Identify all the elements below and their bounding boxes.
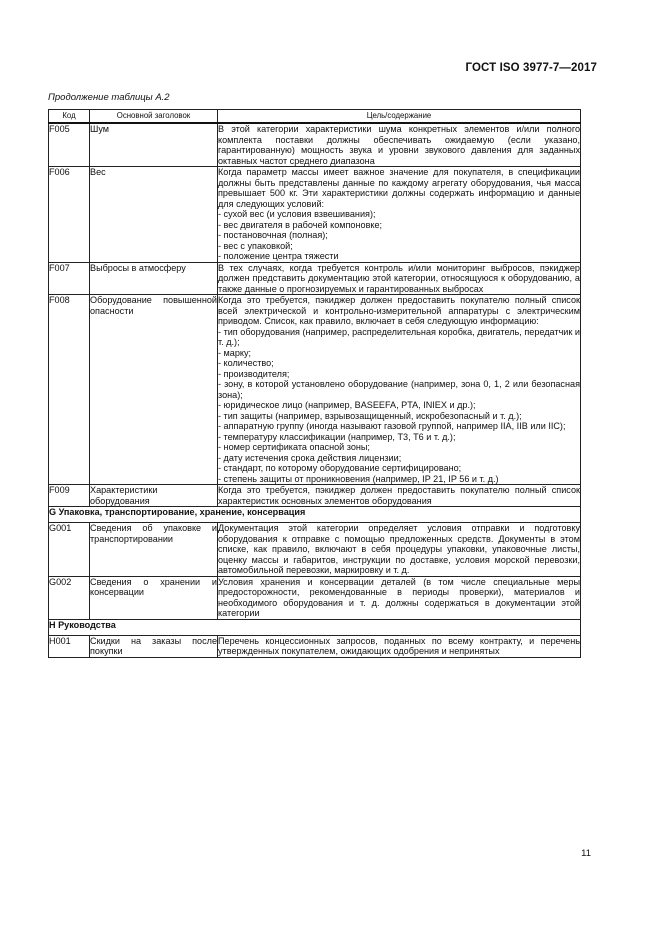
list-item: - юридическое лицо (например, BASEEFA, PTA, INIEX и др.);: [218, 400, 476, 410]
list-item: - номер сертификата опасной зоны;: [218, 442, 370, 452]
row-content-text: Перечень концессионных запросов, поданных по всему контракту, и перечень утвержденных покупателем, ожидающих одобрения и непринятых: [218, 635, 580, 656]
list-item: - тип защиты (например, взрывозащищенный, искробезопасный и т. д.);: [218, 410, 522, 421]
row-content: [218, 576, 581, 619]
row-content-text: Документация этой категории определяет условия отправки и подготовку оборудования к отправке с помощью предложенных средств. Документы в этом списке, как правило, включают в себя процедуры упаковки, упаковочные листы, оценку массы и габаритов, инструкции по доставке, условия морской перевозки, автомобильной перевозки, маркировку и т. д.: [218, 523, 580, 575]
list-item: - сухой вес (и условия взвешивания);: [218, 209, 376, 219]
row-content: [218, 635, 581, 657]
row-content-text: В этой категории характеристики шума конкретных элементов и/или полного комплекта поставки должны обеспечивать ожидаемую (если указано, гарантированную) мощность звука и уровни звукового давления для заданных октавных частот среднего диапазона: [218, 124, 580, 166]
table-row: [49, 262, 581, 295]
row-title: Выбросы в атмосферу: [90, 262, 218, 295]
header-title: Основной заголовок: [90, 110, 218, 124]
list-item: - аппаратную группу (иногда называют газовой группой, например IIA, IIB или IIC);: [218, 421, 566, 431]
section-row: [49, 619, 581, 635]
row-content: [218, 262, 581, 295]
table-row: [49, 123, 581, 167]
table-row: [49, 295, 581, 485]
requirements-table: [48, 109, 581, 658]
standard-designation: ГОСТ ISO 3977-7—2017: [465, 62, 597, 74]
row-title: Характеристики оборудования: [90, 485, 218, 507]
table-row: [49, 167, 581, 263]
header-code: Код: [49, 110, 90, 124]
section-heading: H Руководства: [49, 619, 581, 635]
table-caption: Продолжение таблицы А.2: [48, 92, 170, 103]
row-content-text: Когда параметр массы имеет важное значение для покупателя, в спецификации должны быть представлены данные по каждому агрегату оборудования, чья масса превышает 500 кг. Эти характеристики должны содержать информацию и данные для следующих условий:: [218, 167, 580, 209]
row-content: [218, 485, 581, 507]
list-item: - температуру классификации (например, Т3, Т6 и т. д.);: [218, 431, 456, 442]
row-title: Скидки на заказы после покупки: [90, 635, 217, 656]
list-item: - тип оборудования (например, распределительная коробка, двигатель, передатчик и т. д.);: [218, 326, 580, 347]
row-code: F009: [49, 485, 90, 507]
table-header-row: [49, 110, 581, 124]
row-code: F007: [49, 262, 90, 295]
table-row: [49, 523, 581, 577]
row-content-list: [218, 327, 580, 485]
section-row: [49, 507, 581, 523]
page-number: 11: [581, 848, 591, 859]
list-item: - зону, в которой установлено оборудование (например, зона 0, 1, 2 или безопасная зона);: [218, 379, 580, 400]
row-code: G002: [49, 576, 90, 619]
row-title: Шум: [90, 123, 218, 167]
row-content-list: [218, 209, 580, 262]
table-body: [49, 123, 581, 657]
list-item: - степень защиты от проникновения (например, IP 21, IP 56 и т. д.): [218, 473, 499, 484]
row-title: Оборудование повышенной опасности: [90, 295, 218, 485]
row-code: F005: [49, 123, 90, 167]
list-item: - вес с упаковкой;: [218, 240, 293, 251]
header-content: Цель/содержание: [218, 110, 581, 124]
list-item: - дату истечения срока действия лицензии;: [218, 452, 402, 463]
row-content: [218, 523, 581, 577]
row-code: H001: [49, 635, 90, 657]
table-row: [49, 635, 581, 657]
table-row: [49, 485, 581, 507]
row-content: [218, 123, 581, 167]
row-title: Сведения об упаковке и транспортировании: [90, 523, 218, 577]
row-title: Сведения о хранении и консервации: [90, 576, 218, 619]
row-code: G001: [49, 523, 90, 577]
row-content-text: Когда это требуется, пэкиджер должен предоставить покупателю полный список характеристик основных элементов оборудования: [218, 485, 580, 506]
section-heading: G Упаковка, транспортирование, хранение, консервация: [49, 507, 581, 523]
list-item: - марку;: [218, 347, 252, 358]
list-item: - постановочная (полная);: [218, 230, 328, 240]
list-item: - вес двигателя в рабочей компоновке;: [218, 219, 383, 230]
row-code: F006: [49, 167, 90, 263]
list-item: - стандарт, по которому оборудование сертифицировано;: [218, 463, 462, 473]
row-content: [218, 295, 581, 485]
row-content-text: Когда это требуется, пэкиджер должен предоставить покупателю полный список всей электрической и контрольно-измерительной аппаратуры с электрическим приводом. Список, как правило, включает в себя следующую информацию:: [218, 295, 580, 326]
list-item: - количество;: [218, 358, 274, 368]
table-row: [49, 576, 581, 619]
row-content: [218, 167, 581, 263]
row-content-text: В тех случаях, когда требуется контроль и/или мониторинг выбросов, пэкиджер должен представить документацию этой категории, относящуюся к оборудованию, а также данные о прогнозируемых и гарантированных выбросах: [218, 262, 580, 294]
list-item: - производителя;: [218, 368, 290, 379]
row-title: Вес: [90, 167, 218, 263]
row-content-text: Условия хранения и консервации деталей (в том числе специальные меры предосторожности, рекомендованные в периоды проверки), материалов и необходимого оборудования и т. д. должны содержаться в документации этой категории: [218, 576, 580, 618]
list-item: - положение центра тяжести: [218, 251, 339, 261]
row-code: F008: [49, 295, 90, 485]
